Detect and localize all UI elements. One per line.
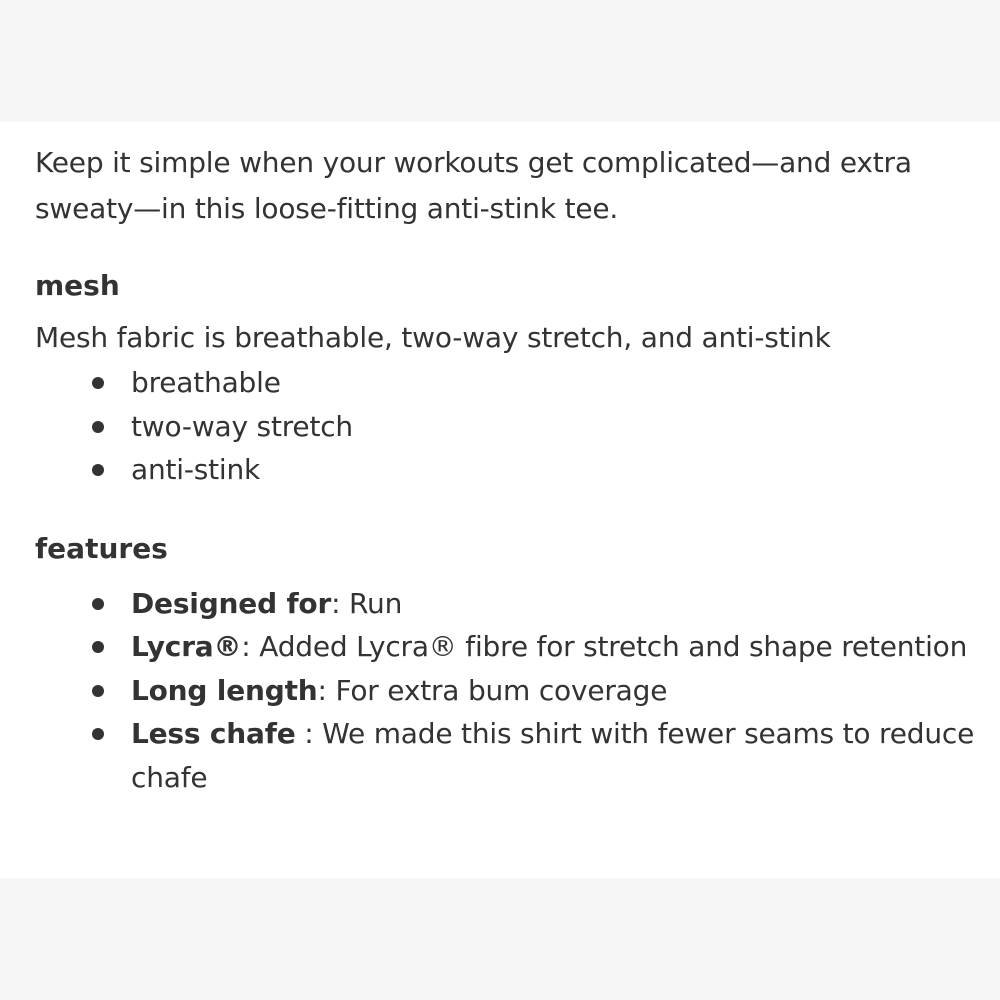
feature-text: We made this shirt with fewer seams to reduce chafe bbox=[131, 717, 975, 794]
feature-name: Long length bbox=[131, 673, 318, 707]
feature-separator: : bbox=[331, 586, 350, 620]
bullet-icon bbox=[92, 685, 104, 697]
features-list bbox=[35, 582, 975, 800]
feature-text: For extra bum coverage bbox=[335, 673, 668, 707]
mesh-item-label: two-way stretch bbox=[131, 409, 353, 443]
bullet-icon bbox=[92, 421, 104, 433]
feature-name: Less chafe bbox=[131, 717, 296, 750]
feature-separator: : bbox=[241, 630, 260, 663]
feature-name: Designed for bbox=[131, 586, 332, 620]
feature-text: Run bbox=[349, 586, 403, 620]
bullet-icon bbox=[92, 377, 104, 389]
bullet-icon bbox=[92, 641, 104, 653]
feature-list-item bbox=[35, 582, 975, 626]
feature-list-item bbox=[35, 669, 975, 713]
intro-paragraph: Keep it simple when your workouts get complicated—and extra sweaty—in this loose-fitting anti-stink tee. bbox=[35, 146, 912, 225]
mesh-list bbox=[35, 361, 975, 492]
mesh-item-label: anti-stink bbox=[131, 453, 261, 486]
mesh-list-item bbox=[35, 448, 975, 492]
mesh-list-item bbox=[35, 405, 975, 449]
feature-text: Added Lycra® fibre for stretch and shape retention bbox=[259, 630, 968, 663]
feature-separator: : bbox=[317, 673, 336, 707]
feature-name: Lycra® bbox=[131, 630, 242, 663]
bottom-margin-band bbox=[0, 878, 1000, 1000]
feature-list-item bbox=[35, 625, 975, 669]
bullet-icon bbox=[92, 728, 104, 740]
mesh-item-label: breathable bbox=[131, 366, 281, 399]
top-margin-band bbox=[0, 0, 1000, 122]
feature-list-item bbox=[35, 712, 975, 799]
bullet-icon bbox=[92, 598, 104, 610]
features-heading: features bbox=[35, 531, 168, 565]
description-content bbox=[35, 140, 975, 799]
mesh-list-item bbox=[35, 361, 975, 405]
feature-separator: : bbox=[295, 717, 323, 750]
mesh-description: Mesh fabric is breathable, two-way stretch, and anti-stink bbox=[35, 321, 831, 354]
mesh-heading: mesh bbox=[35, 269, 120, 302]
bullet-icon bbox=[92, 464, 104, 476]
